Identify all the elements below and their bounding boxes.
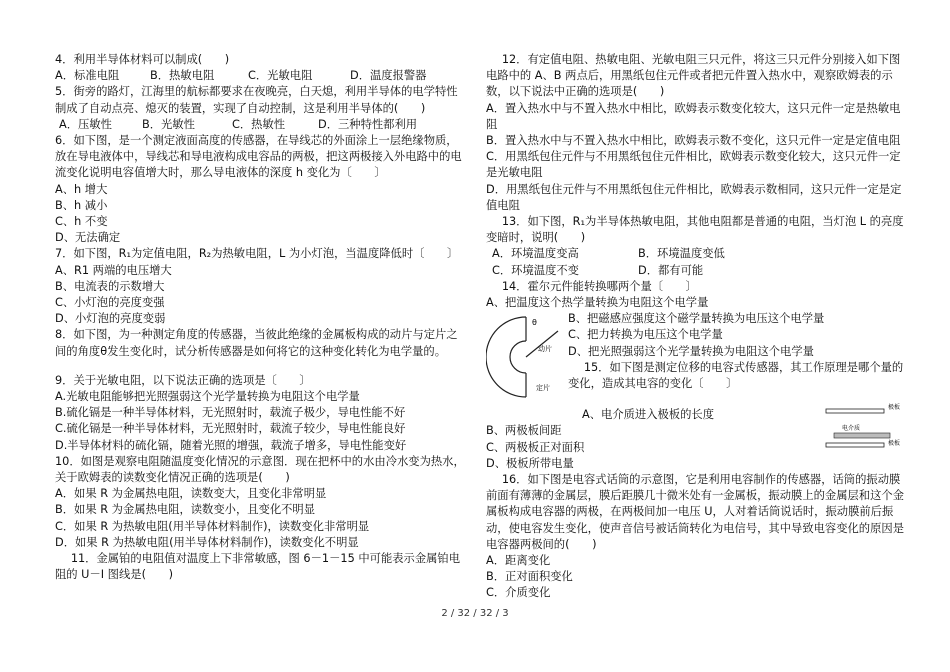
fixed-plate-label: 定片 [536, 384, 550, 393]
q4-option-c: C．光敏电阻 [248, 69, 313, 83]
left-column [55, 52, 468, 584]
q5-option-a: A．压敏性 [59, 117, 112, 131]
q6-stem: 6．如下图，是一个测定液面高度的传感器，在导线芯的外面涂上一层绝缘物质，放在导电液体中，导线芯和导电液构成电容品的两极，把这两极接入外电路中的电流变化说明电容值增大时，那么导电液体的深度 h 变化为〔 〕 [55, 134, 462, 180]
q15-option-d: D、极板所带电量 [486, 456, 574, 470]
q7-option-c: C、小灯泡的亮度变强 [55, 296, 165, 310]
q16-stem: 16．如下图是电容式话筒的示意图，它是利用电容制作的传感器，话筒的振动膜前面有薄薄的金属层，膜后距膜几十微米处有一金属板，振动膜上的金属层和这个金属板构成电容器的两极，在两极间加一电压 U，人对着话筒说话时，振动膜前后振动，使电容发生变化，使声音信号被话筒转化为电信号，其中导致电容变化的原因是电容器两极间的( ) [486, 473, 904, 551]
q5-stem: 5．街旁的路灯，江海里的航标都要求在夜晚亮，白天熄，利用半导体的电学特性制成了自动点亮、熄灭的装置，实现了自动控制，这是利用半导体的( ) [55, 85, 458, 115]
q15-options-block [486, 404, 904, 472]
q14-option-d: D、把光照强弱这个光学量转换为电阻这个电学量 [568, 344, 814, 358]
q6-option-a: A、h 增大 [55, 182, 108, 196]
q9-stem: 9．关于光敏电阻，以下说法正确的选项是〔 〕 [55, 373, 311, 387]
angle-sensor-figure [486, 311, 566, 403]
fixed-plate-inner-arc [510, 341, 526, 373]
q14-q15-side-text [568, 311, 904, 392]
angle-sensor-block [486, 311, 904, 407]
dielectric-slab [834, 433, 890, 438]
q14-option-a: A、把温度这个热学量转换为电阻这个电学量 [486, 296, 709, 310]
q9-option-d: D.半导体材料的硫化镉，随着光照的增强，载流子增多，导电性能变好 [55, 438, 407, 452]
q15-stem: 15．如下图是测定位移的电容式传感器，其工作原理是哪个量的变化，造成其电容的变化〔 〕 [568, 360, 904, 391]
q8-stem: 8．如下图，为一种测定角度的传感器，当彼此绝缘的金属板构成的动片与定片之间的角度θ发生变化时，试分析传感器是如何将它的这种变化转化为电学量的。 [55, 328, 458, 358]
capacitor-figure [824, 403, 906, 459]
q12-option-b: B．置入热水中与不置入热水中相比，欧姆表示数不变化，这只元件一定是定值电阻 [486, 134, 901, 148]
fixed-plate-outer-arc [486, 317, 526, 397]
q12-stem: 12．有定值电阻、热敏电阻、光敏电阻三只元件，将这三只元件分别接入如下图电路中的 A、B 两点后，用黑纸包住元件或者把元件置入热水中，观察欧姆表的示数，以下说法中正确的选项是( ) [486, 53, 901, 99]
q13-option-b: B．环境温度变低 [638, 247, 725, 261]
q9-option-b: B.硫化镉是一种半导体材料，无光照射时，载流子极少，导电性能不好 [55, 406, 406, 420]
q12-option-a: A．置入热水中与不置入热水中相比，欧姆表示数变化较大，这只元件一定是热敏电阻 [486, 101, 901, 131]
q13-options-row2 [486, 263, 904, 279]
q9-option-c: C.硫化镉是一种半导体材料，无光照射时，载流子较少，导电性能良好 [55, 422, 406, 436]
q15-option-b: B、两极板间距 [486, 424, 562, 438]
q14-stem: 14．霍尔元件能转换哪两个量〔 〕 [501, 279, 697, 293]
top-plate [826, 409, 884, 413]
bottom-plate-label: 极板 [888, 440, 901, 448]
q12-option-c: C．用黑纸包住元件与不用黑纸包住元件相比，欧姆表示数变化较大，这只元件一定是光敏电阻 [486, 150, 901, 180]
q13-option-a: A．环境温度变高 [492, 247, 579, 261]
q16-option-c: C．介质变化 [486, 586, 551, 600]
q4-option-d: D．温度报警器 [350, 69, 427, 83]
q15-option-a: A、电介质进入极板的长度 [582, 408, 714, 422]
right-column [486, 52, 904, 602]
q15-option-c: C、两极板正对面积 [486, 440, 585, 454]
q16-option-a: A．距离变化 [486, 554, 551, 568]
q7-stem: 7．如下图，R₁为定值电阻，R₂为热敏电阻，L 为小灯泡，当温度降低时〔 〕 [55, 247, 459, 261]
q4-option-a: A．标准电阻 [55, 69, 120, 83]
q7-option-b: B、电流表的示数增大 [55, 279, 165, 293]
q12-option-d: D．用黑纸包住元件与不用黑纸包住元件相比，欧姆表示数相同，这只元件一定是定值电阻 [486, 182, 902, 212]
q10-option-d: D．如果 R 为热敏电阻(用半导体材料制作)，读数变化不明显 [55, 535, 359, 549]
q7-option-d: D、小灯泡的亮度变弱 [55, 312, 166, 326]
q10-option-b: B．如果 R 为金属热电阻，读数变小，且变化不明显 [55, 503, 316, 517]
q10-option-c: C．如果 R 为热敏电阻(用半导体材料制作)，读数变化非常明显 [55, 519, 370, 533]
q13-options-row1 [486, 246, 904, 262]
q11-stem: 11．金属铂的电阻值对温度上下非常敏感，图 6－1－15 中可能表示金属铂电阻的 U－I 图线是( ) [55, 552, 461, 582]
top-plate-label: 极板 [888, 404, 901, 412]
q5-option-c: C．热敏性 [232, 117, 286, 131]
moving-plate-label: 动片 [538, 345, 552, 354]
q4-options [55, 68, 468, 84]
theta-label: θ [532, 318, 537, 328]
q5-option-d: D．三种特性都利用 [318, 117, 418, 131]
q5-option-b: B．光敏性 [142, 117, 195, 131]
q6-option-d: D、无法确定 [55, 231, 121, 245]
bottom-plate [826, 443, 884, 447]
q4-option-b: B．热敏电阻 [150, 69, 215, 83]
q14-option-c: C、把力转换为电压这个电学量 [568, 328, 723, 342]
q13-option-c: C．环境温度不变 [492, 263, 579, 277]
q10-stem: 10．如图是观察电阻随温度变化情况的示意图．现在把杯中的水由冷水变为热水，关于欧姆表的读数变化情况正确的选项是( ) [55, 454, 465, 485]
q10-option-a: A．如果 R 为金属热电阻，读数变大，且变化非常明显 [55, 487, 327, 501]
q16-option-b: B．正对面积变化 [486, 570, 573, 584]
page-footer: 2 / 32 / 32 / 3 [441, 608, 509, 619]
q13-option-d: D．都有可能 [638, 263, 704, 277]
q6-option-c: C、h 不变 [55, 215, 108, 229]
q6-option-b: B、h 减小 [55, 198, 108, 212]
q14-option-b: B、把磁感应强度这个磁学量转换为电压这个电学量 [568, 312, 825, 326]
moving-plate-line [526, 331, 558, 357]
q7-option-a: A、R1 两端的电压增大 [55, 263, 172, 277]
q4-stem: 4．利用半导体材料可以制成( ) [55, 53, 230, 66]
q5-options [55, 117, 468, 133]
q13-stem: 13．如下图，R₁为半导体热敏电阻，其他电阻都是普通的电阻，当灯泡 L 的亮度变暗时，说明( ) [486, 215, 904, 245]
q9-option-a: A.光敏电阻能够把光照强弱这个光学量转换为电阻这个电学量 [55, 390, 360, 404]
dielectric-label: 电介质 [842, 425, 861, 433]
